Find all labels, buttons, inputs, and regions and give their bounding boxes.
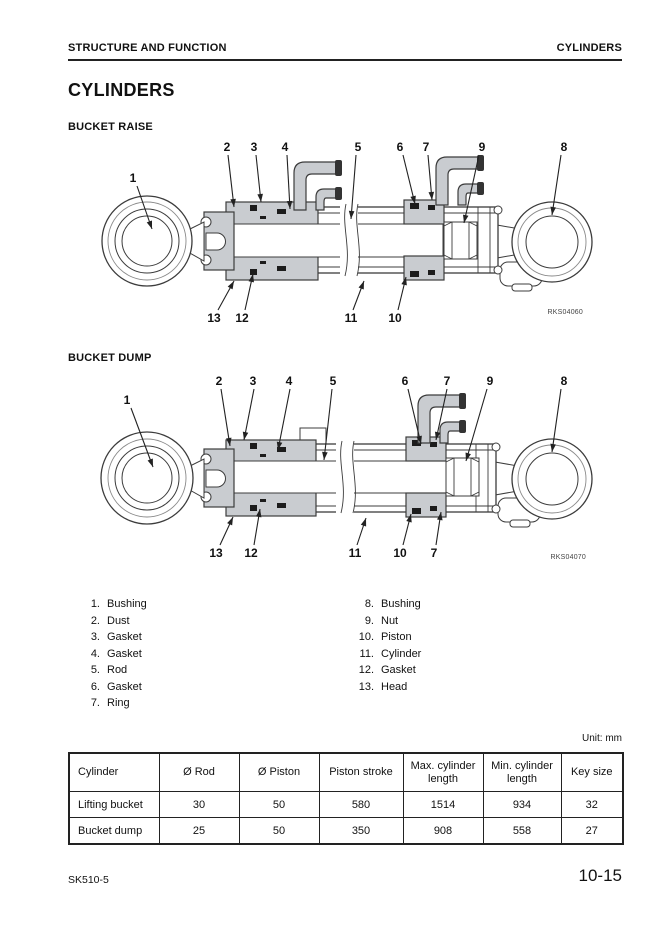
figure-ref-code-2: RKS04070 — [550, 554, 586, 561]
break-lines — [340, 204, 359, 276]
callout-number-8: 8 — [560, 140, 568, 154]
footer-page-number: 10-15 — [578, 866, 622, 885]
cell-min-length: 558 — [483, 818, 561, 845]
left-eye-bushing — [101, 432, 204, 524]
part-item-3: 3. Gasket — [90, 631, 142, 643]
part-item-4: 4. Gasket — [90, 647, 142, 660]
callout-number-5: 5 — [354, 140, 362, 154]
callout-number-4: 4 — [281, 140, 289, 154]
rod-clevis — [201, 449, 234, 507]
callout-arrow-7 — [429, 192, 435, 200]
section-heading-bucket-dump: BUCKET DUMP — [68, 352, 152, 364]
part-item-12: 12. Gasket — [358, 664, 416, 676]
callout-number-11: 11 — [344, 311, 358, 325]
footer-model: SK510-5 — [68, 874, 109, 886]
cell-min-length: 934 — [483, 792, 561, 818]
callout-arrow-3 — [243, 432, 248, 440]
header-section-title: STRUCTURE AND FUNCTION — [68, 42, 227, 54]
callout-arrow-13 — [228, 281, 234, 289]
callout-number-7: 7 — [443, 374, 451, 388]
piston-nut — [444, 222, 477, 259]
callout-number-2: 2 — [215, 374, 223, 388]
callout-number-13: 13 — [209, 546, 223, 560]
left-eye-bushing — [102, 196, 204, 286]
header-rule — [68, 59, 622, 61]
cell-piston-dia: 50 — [239, 818, 319, 845]
part-item-8: 8. Bushing — [364, 598, 421, 610]
parts-list-right — [352, 596, 421, 695]
cell-key-size: 27 — [561, 818, 623, 845]
part-item-6: 6. Gasket — [90, 680, 142, 693]
part-item-11: 11. Cylinder — [359, 647, 422, 660]
col-header-piston-stroke: Piston stroke — [319, 753, 403, 792]
callout-arrow-13 — [227, 517, 233, 525]
callout-number-9: 9 — [478, 140, 486, 154]
spec-table — [68, 752, 624, 845]
cell-piston-dia: 50 — [239, 792, 319, 818]
col-header-key-size: Key size — [561, 753, 623, 792]
callout-number-1: 1 — [129, 171, 137, 185]
callout-number-3: 3 — [250, 140, 258, 154]
col-header-cylinder: Cylinder — [69, 753, 159, 792]
callout-number-6: 6 — [401, 374, 409, 388]
cell-piston-stroke: 580 — [319, 792, 403, 818]
figure-ref-code-1: RKS04060 — [547, 309, 583, 316]
cell-rod-dia: 30 — [159, 792, 239, 818]
col-header-piston-dia: Ø Piston — [239, 753, 319, 792]
col-header-max-length: Max. cylinder length — [403, 753, 483, 792]
callout-number-13: 13 — [207, 311, 221, 325]
cell-cylinder-name: Lifting bucket — [69, 792, 159, 818]
part-item-7: 7. Ring — [90, 697, 130, 709]
callout-number-3: 3 — [249, 374, 257, 388]
col-header-rod-dia: Ø Rod — [159, 753, 239, 792]
callout-number-10: 10 — [388, 311, 402, 325]
callout-number-5: 5 — [329, 374, 337, 388]
bucket-dump-diagram — [68, 370, 625, 572]
parts-list-left — [78, 596, 147, 712]
rod-clevis — [201, 212, 234, 270]
part-item-13: 13. Head — [358, 680, 408, 693]
callout-number-7: 7 — [430, 546, 438, 560]
hydraulic-port-elbow-piston — [418, 393, 466, 443]
cell-rod-dia: 25 — [159, 818, 239, 845]
part-item-1: 1. Bushing — [90, 598, 147, 610]
cell-piston-stroke: 350 — [319, 818, 403, 845]
spec-table-header-row — [69, 753, 623, 792]
piston-rod — [233, 224, 443, 257]
header-chapter-title: CYLINDERS — [556, 42, 622, 54]
section-heading-bucket-raise: BUCKET RAISE — [68, 121, 153, 133]
callout-leader-4 — [287, 155, 290, 209]
spec-row-bucket-dump — [69, 818, 623, 845]
part-item-2: 2. Dust — [90, 614, 130, 627]
col-header-min-length: Min. cylinder length — [483, 753, 561, 792]
break-lines — [336, 441, 355, 514]
callout-number-12: 12 — [235, 311, 249, 325]
part-item-10: 10. Piston — [358, 631, 412, 643]
page-title: CYLINDERS — [68, 80, 175, 100]
callout-number-9: 9 — [486, 374, 494, 388]
callout-arrow-3 — [257, 194, 263, 202]
callout-number-2: 2 — [223, 140, 231, 154]
callout-arrow-11 — [359, 281, 364, 289]
callout-number-12: 12 — [244, 546, 258, 560]
callout-number-11: 11 — [348, 546, 362, 560]
cell-max-length: 908 — [403, 818, 483, 845]
unit-label: Unit: mm — [582, 733, 622, 744]
cell-max-length: 1514 — [403, 792, 483, 818]
part-item-5: 5. Rod — [90, 664, 128, 676]
hydraulic-port-elbow-head — [294, 160, 342, 210]
cell-cylinder-name: Bucket dump — [69, 818, 159, 845]
callout-arrow-11 — [361, 518, 366, 526]
callout-number-7: 7 — [422, 140, 430, 154]
callout-leader-2 — [221, 389, 230, 446]
piston-nut — [446, 458, 479, 496]
callout-number-6: 6 — [396, 140, 404, 154]
part-item-9: 9. Nut — [364, 614, 399, 627]
callout-number-10: 10 — [393, 546, 407, 560]
callout-number-1: 1 — [123, 393, 131, 407]
spec-row-lifting-bucket — [69, 792, 623, 818]
callout-number-4: 4 — [285, 374, 293, 388]
callout-number-8: 8 — [560, 374, 568, 388]
bucket-raise-diagram — [68, 138, 625, 332]
cell-key-size: 32 — [561, 792, 623, 818]
